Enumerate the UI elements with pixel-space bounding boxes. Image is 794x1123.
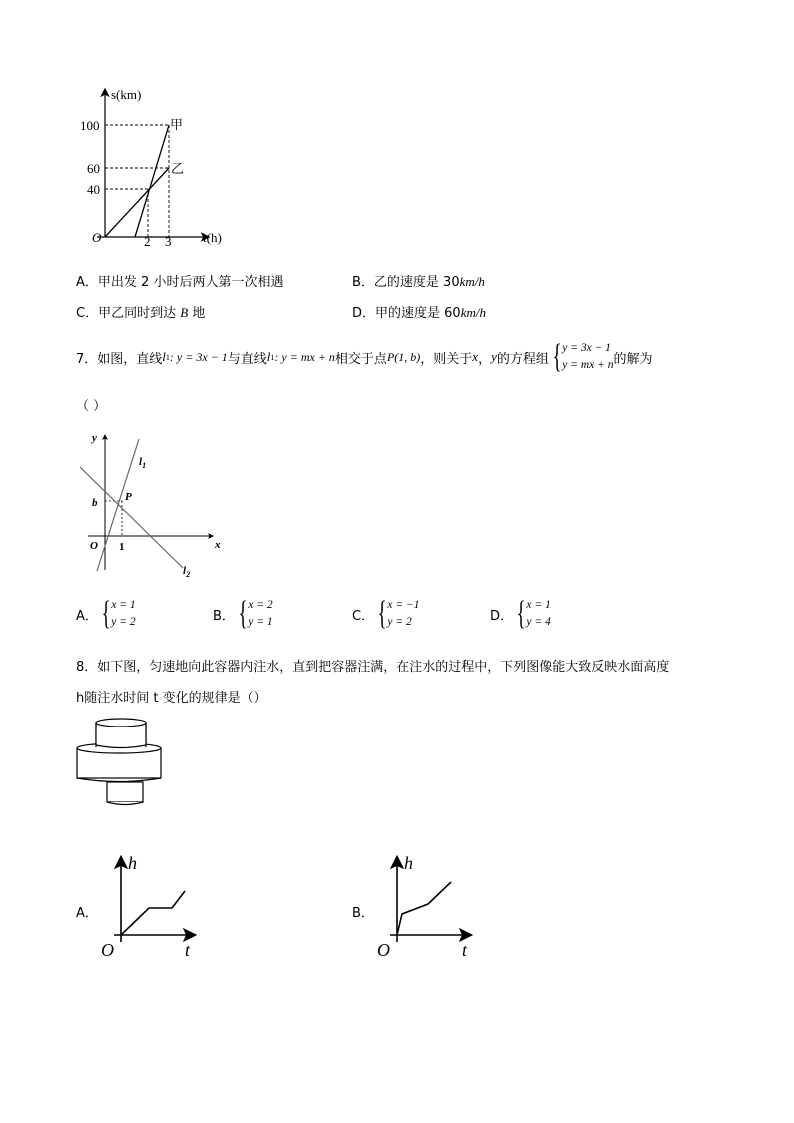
q6-origin-label: O bbox=[92, 230, 102, 245]
q7-stem bbox=[76, 337, 653, 377]
q6-y-tick-40: 40 bbox=[87, 182, 100, 197]
q7-origin-label: O bbox=[90, 540, 98, 552]
q6-option-b[interactable] bbox=[352, 271, 485, 290]
q7-option-b-brace-icon: { bbox=[238, 595, 248, 632]
q6-option-c-key: C． bbox=[76, 306, 99, 321]
q7-stem-3: 相交于点 bbox=[334, 351, 387, 367]
q7-stem-4: ，则关于 bbox=[420, 351, 473, 367]
q8-option-a-key[interactable]: A． bbox=[76, 906, 98, 921]
q6-guide-lines bbox=[105, 125, 169, 237]
q8-a-y-label: h bbox=[128, 853, 137, 873]
q7-line-l2 bbox=[80, 467, 183, 568]
q8-stem-line1: 8．如下图，匀速地向此容器内注水，直到把容器注满，在注水的过程中，下列图像能大致反映水面高度 bbox=[76, 660, 670, 675]
q8-a-x-label: t bbox=[185, 940, 191, 960]
q7-option-a[interactable] bbox=[76, 597, 136, 631]
q7-option-b[interactable] bbox=[213, 597, 273, 631]
q7-number: 7． bbox=[76, 351, 98, 367]
q6-option-b-text: 乙的速度是 30 bbox=[373, 275, 460, 290]
q7-option-d-key: D． bbox=[490, 608, 514, 624]
q6-x-tick-3: 3 bbox=[165, 234, 172, 249]
q6-x-tick-2: 2 bbox=[144, 234, 151, 249]
q6-option-d-key: D． bbox=[352, 306, 376, 321]
q7-l2-sub: 1 bbox=[270, 352, 275, 362]
q7-x-label: x bbox=[215, 539, 221, 551]
q6-option-d[interactable] bbox=[352, 302, 486, 321]
q8-b-y-label: h bbox=[404, 853, 413, 873]
q7-equation-system bbox=[549, 340, 614, 374]
q7-option-b-key: B． bbox=[213, 608, 235, 624]
q6-y-tick-60: 60 bbox=[87, 161, 100, 176]
q6-line-jia bbox=[135, 125, 169, 237]
q6-option-c-text-pre: 甲乙同时到达 bbox=[98, 306, 181, 321]
q7-var-y: y bbox=[491, 349, 497, 364]
q7-l1-eq: : y = 3x − 1 bbox=[169, 349, 228, 364]
q7-stem-6: 的解为 bbox=[613, 351, 653, 367]
q8-a-origin: O bbox=[101, 940, 114, 960]
q8-option-b-key[interactable]: B． bbox=[352, 906, 374, 921]
q8-b-x-label: t bbox=[462, 940, 468, 960]
q7-option-c-brace-icon: { bbox=[377, 595, 387, 632]
q7-option-c-x: x = −1 bbox=[387, 599, 420, 611]
q7-sys-eq2: y = mx + n bbox=[562, 359, 614, 371]
q7-b-label: b bbox=[92, 497, 98, 509]
q6-option-d-unit: km/h bbox=[460, 305, 486, 320]
q7-option-c[interactable] bbox=[352, 597, 420, 631]
q7-option-c-key: C． bbox=[352, 608, 375, 624]
q7-l1-sub: 1 bbox=[165, 352, 170, 362]
q8-a-curve bbox=[121, 891, 185, 935]
q6-distance-time-graph bbox=[75, 80, 245, 260]
q7-one-label: 1 bbox=[119, 541, 125, 553]
q7-option-a-x: x = 1 bbox=[111, 599, 136, 611]
q6-option-b-key: B． bbox=[352, 275, 374, 290]
q6-option-c-text-post: 地 bbox=[188, 306, 206, 321]
q6-x-axis-label: t(h) bbox=[203, 230, 222, 245]
q7-option-a-y: y = 2 bbox=[111, 616, 136, 628]
q7-l1-name: l bbox=[162, 349, 166, 364]
q7-l2-eq: : y = mx + n bbox=[274, 349, 335, 364]
q8-option-b-graph[interactable] bbox=[372, 852, 482, 964]
q8-container-illustration bbox=[74, 715, 164, 810]
q7-option-d[interactable] bbox=[490, 597, 551, 631]
q6-option-c[interactable] bbox=[76, 302, 205, 321]
q7-point: P(1, b) bbox=[386, 349, 421, 364]
q7-answer-paren: （ ） bbox=[76, 399, 107, 414]
q6-option-a-text: 甲出发 2 小时后两人第一次相遇 bbox=[97, 275, 284, 290]
q7-var-x: x bbox=[472, 349, 479, 364]
q6-option-c-italic: B bbox=[180, 305, 189, 320]
q7-y-label: y bbox=[92, 432, 97, 444]
q6-option-d-text: 甲的速度是 60 bbox=[375, 306, 461, 321]
q6-y-axis-label: s(km) bbox=[111, 87, 142, 102]
q8-option-a-graph[interactable] bbox=[96, 852, 206, 964]
q7-option-c-y: y = 2 bbox=[387, 616, 412, 628]
q8-b-origin: O bbox=[377, 940, 390, 960]
q6-label-jia: 甲 bbox=[170, 117, 184, 132]
q7-sys-eq1: y = 3x − 1 bbox=[562, 342, 611, 354]
q7-option-b-x: x = 2 bbox=[248, 599, 273, 611]
q7-brace-icon: { bbox=[552, 338, 562, 375]
q8-b-curve bbox=[397, 882, 451, 935]
q7-line-graph bbox=[80, 425, 230, 580]
q7-stem-2: 与直线 bbox=[227, 351, 267, 367]
q7-stem-1: 如图，直线 bbox=[97, 351, 163, 367]
q6-option-b-unit: km/h bbox=[459, 274, 485, 289]
q7-l2-name: l bbox=[266, 349, 271, 364]
q6-label-yi: 乙 bbox=[171, 161, 185, 176]
q7-l1-label: $l_1$ bbox=[139, 456, 147, 470]
q7-option-a-key: A． bbox=[76, 608, 98, 624]
q7-stem-5: 的方程组 bbox=[496, 351, 549, 367]
q7-l2-label: $l_2$ bbox=[183, 565, 191, 579]
q6-option-a-key: A． bbox=[76, 275, 98, 290]
q7-option-d-x: x = 1 bbox=[526, 599, 551, 611]
q7-option-d-brace-icon: { bbox=[516, 595, 526, 632]
q6-line-yi bbox=[105, 168, 169, 237]
q7-p-label: P bbox=[125, 491, 132, 503]
q7-option-a-brace-icon: { bbox=[101, 595, 111, 632]
q7-option-b-y: y = 1 bbox=[248, 616, 273, 628]
q6-y-tick-100: 100 bbox=[80, 118, 100, 133]
q6-option-a[interactable] bbox=[76, 271, 283, 290]
q8-stem-line2: h随注水时间 t 变化的规律是（） bbox=[76, 691, 267, 706]
q7-comma: ， bbox=[478, 351, 492, 367]
q7-option-d-y: y = 4 bbox=[526, 616, 551, 628]
